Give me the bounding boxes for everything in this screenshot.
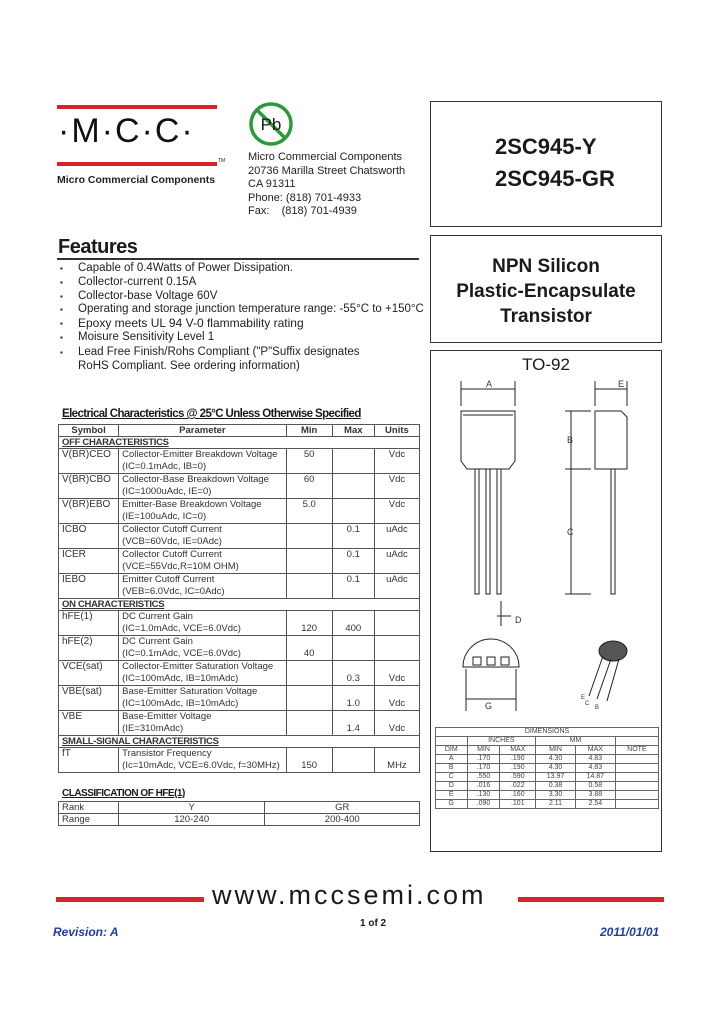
unit-cell: Vdc (374, 661, 419, 686)
unit-cell: Vdc (374, 686, 419, 711)
section-on (59, 611, 420, 736)
dim-head (615, 737, 658, 746)
table-row (436, 782, 659, 791)
dim-cell (615, 755, 658, 764)
unit-cell: Vdc (374, 711, 419, 736)
min-cell (286, 524, 332, 549)
param-cond: (IC=100mAdc, IB=10mAdc) (122, 673, 239, 684)
pb-free-icon (247, 100, 295, 148)
feature-item: ▪ Capable of 0.4Watts of Power Dissipation. (58, 262, 428, 276)
rank-y: Y (118, 802, 265, 814)
param-name: Base-Emitter Voltage (122, 711, 212, 722)
dim-cell (615, 764, 658, 773)
max-cell: 400 (332, 611, 374, 636)
col-header: Parameter (119, 425, 286, 437)
param-cell (119, 524, 286, 549)
param-cond: (Ic=10mAdc, VCE=6.0Vdc, f=30MHz) (122, 760, 280, 771)
range-gr: 200-400 (265, 814, 420, 826)
dim-head: MM (536, 737, 616, 746)
table-row (59, 711, 420, 736)
table-row (59, 748, 420, 773)
pb-label: Pb (260, 115, 282, 134)
dim-cell: .550 (467, 773, 500, 782)
max-cell (332, 636, 374, 661)
table-row (436, 728, 659, 737)
max-cell: 0.1 (332, 549, 374, 574)
param-name: Collector-Emitter Saturation Voltage (122, 661, 274, 672)
classification-table (58, 801, 420, 826)
param-cell (119, 499, 286, 524)
param-cell (119, 661, 286, 686)
package-box (430, 350, 662, 852)
param-cond: (VEB=6.0Vdc, IC=0Adc) (122, 586, 225, 597)
dim-label-b: B (567, 435, 574, 445)
feature-item: ▪ Operating and storage junction temperature range: -55°C to +150°C (58, 303, 428, 317)
table-row (436, 746, 659, 755)
table-header-row (59, 425, 420, 437)
feature-item: ▪ Epoxy meets UL 94 V-0 flammability rating (58, 317, 428, 331)
dim-label-c: C (567, 527, 574, 537)
dim-cell: 4.83 (575, 755, 615, 764)
unit-cell (374, 611, 419, 636)
footer-bar-right (518, 897, 664, 902)
unit-cell: uAdc (374, 524, 419, 549)
dim-cell: 3.30 (536, 791, 576, 800)
unit-cell: uAdc (374, 574, 419, 599)
table-row (436, 764, 659, 773)
description-line: Plastic-Encapsulate (456, 281, 636, 302)
max-cell (332, 449, 374, 474)
dim-label-e: E (618, 379, 625, 389)
classification-title: CLASSIFICATION OF HFE(1) (62, 788, 185, 799)
dim-label-d: D (515, 615, 522, 625)
logo-tm: TM (218, 158, 226, 164)
symbol-cell: V(BR)CBO (59, 474, 119, 499)
feature-item: RoHS Compliant. See ordering information) (78, 359, 300, 372)
param-cell (119, 574, 286, 599)
min-cell: 5.0 (286, 499, 332, 524)
col-header: Min (286, 425, 332, 437)
dim-cell (615, 800, 658, 809)
dim-head: MIN (536, 746, 576, 755)
description-line: NPN Silicon (492, 256, 600, 277)
table-row (59, 802, 420, 814)
section-row (59, 437, 420, 449)
section-label: SMALL-SIGNAL CHARACTERISTICS (59, 736, 420, 748)
dim-cell: C (436, 773, 468, 782)
table-row (59, 474, 420, 499)
dim-cell: 2.54 (575, 800, 615, 809)
features-underline (57, 258, 419, 260)
param-name: Collector Cutoff Current (122, 524, 222, 535)
dim-cell: 4.30 (536, 764, 576, 773)
param-name: Collector-Emitter Breakdown Voltage (122, 449, 278, 460)
dim-cell: 3.88 (575, 791, 615, 800)
symbol-cell: ICER (59, 549, 119, 574)
section-label: OFF CHARACTERISTICS (59, 437, 420, 449)
feature-item: ▪ Moisure Sensitivity Level 1 (58, 331, 428, 345)
dim-cell: 0.58 (575, 782, 615, 791)
dim-head: NOTE (615, 746, 658, 755)
unit-cell: Vdc (374, 449, 419, 474)
symbol-cell: ICBO (59, 524, 119, 549)
max-cell (332, 499, 374, 524)
col-header: Symbol (59, 425, 119, 437)
dim-label-g: G (485, 701, 493, 711)
min-cell: 40 (286, 636, 332, 661)
param-cond: (IE=310mAdc) (122, 723, 184, 734)
logo-caption: Micro Commercial Components (57, 174, 216, 186)
table-row (436, 755, 659, 764)
param-cell (119, 748, 286, 773)
dim-cell: .170 (467, 755, 500, 764)
param-name: Emitter Cutoff Current (122, 574, 215, 585)
max-cell: 1.4 (332, 711, 374, 736)
part-number: 2SC945-Y (495, 134, 597, 159)
table-row (59, 549, 420, 574)
max-cell (332, 748, 374, 773)
dim-cell: 13.97 (536, 773, 576, 782)
dim-cell: G (436, 800, 468, 809)
symbol-cell: hFE(2) (59, 636, 119, 661)
pin-label-e: E (581, 695, 586, 701)
max-cell: 0.1 (332, 524, 374, 549)
logo-top-bar (57, 105, 217, 109)
min-cell (286, 549, 332, 574)
dim-cell: 14.87 (575, 773, 615, 782)
table-row (436, 800, 659, 809)
dim-title: DIMENSIONS (436, 728, 659, 737)
section-off (59, 449, 420, 599)
description-line: Transistor (500, 306, 592, 327)
part-number-box (430, 101, 662, 227)
footer-bar-left (56, 897, 204, 902)
feature-item: ▪ Collector-current 0.15A (58, 276, 428, 290)
dim-head: MIN (467, 746, 500, 755)
range-label: Range (59, 814, 119, 826)
table-row (436, 791, 659, 800)
revision-date: 2011/01/01 (600, 925, 660, 939)
unit-cell: Vdc (374, 474, 419, 499)
dim-cell: .022 (500, 782, 536, 791)
rank-gr: GR (265, 802, 420, 814)
dim-head: MAX (575, 746, 615, 755)
address-line: 20736 Marilla Street Chatsworth (248, 164, 406, 177)
feature-item: ▪ Lead Free Finish/Rohs Compliant ("P"Suffix designates (58, 346, 428, 360)
dim-cell (615, 782, 658, 791)
fax-line: Fax: (818) 701-4939 (248, 205, 357, 217)
dim-head: MAX (500, 746, 536, 755)
table-row (436, 773, 659, 782)
max-cell: 0.3 (332, 661, 374, 686)
table-row (59, 449, 420, 474)
address-line: CA 91311 (248, 178, 296, 190)
param-cond: (IC=100mAdc, IB=10mAdc) (122, 698, 239, 709)
dim-head: DIM (436, 746, 468, 755)
table-row (59, 574, 420, 599)
symbol-cell: V(BR)EBO (59, 499, 119, 524)
part-number: 2SC945-GR (495, 166, 615, 191)
param-cell (119, 474, 286, 499)
symbol-cell: VCE(sat) (59, 661, 119, 686)
company-address (248, 151, 405, 219)
dim-cell: .590 (500, 773, 536, 782)
description-box (430, 235, 662, 343)
param-cond: (IC=0.1mAdc, IB=0) (122, 461, 207, 472)
symbol-cell: IEBO (59, 574, 119, 599)
dim-cell: .190 (500, 764, 536, 773)
page-number: 1 of 2 (360, 918, 387, 929)
dim-cell (615, 773, 658, 782)
phone-line: Phone: (818) 701-4933 (248, 191, 362, 204)
param-cell (119, 636, 286, 661)
dim-head (436, 737, 468, 746)
min-cell (286, 686, 332, 711)
unit-cell: uAdc (374, 549, 419, 574)
col-header: Max (332, 425, 374, 437)
dim-cell: A (436, 755, 468, 764)
dim-cell: E (436, 791, 468, 800)
features-list (58, 262, 428, 373)
electrical-title: Electrical Characteristics @ 25°C Unless Otherwise Specified (62, 408, 361, 420)
dim-cell: .101 (500, 800, 536, 809)
param-cell (119, 549, 286, 574)
min-cell (286, 574, 332, 599)
dim-cell (615, 791, 658, 800)
param-cell (119, 611, 286, 636)
dim-label-a: A (486, 379, 493, 389)
dimensions-table (435, 727, 659, 809)
section-row (59, 599, 420, 611)
revision-label: Revision: A (53, 925, 119, 939)
dim-cell: 4.83 (575, 764, 615, 773)
table-row (59, 661, 420, 686)
dim-cell: 2.11 (536, 800, 576, 809)
electrical-table (58, 424, 420, 773)
param-cond: (IC=1000uAdc, IE=0) (122, 486, 212, 497)
dim-cell: D (436, 782, 468, 791)
symbol-cell: VBE(sat) (59, 686, 119, 711)
param-cond: (VCE=55Vdc,R=10M OHM) (122, 561, 239, 572)
param-cond: (IC=1.0mAdc, VCE=6.0Vdc) (122, 623, 241, 634)
symbol-cell: VBE (59, 711, 119, 736)
min-cell: 60 (286, 474, 332, 499)
unit-cell: Vdc (374, 499, 419, 524)
max-cell (332, 474, 374, 499)
features-title: Features (58, 236, 138, 258)
company-logo: ·M·C·C· (58, 112, 195, 150)
param-name: Collector-Base Breakdown Voltage (122, 474, 269, 485)
dim-cell: 4.30 (536, 755, 576, 764)
unit-cell: MHz (374, 748, 419, 773)
dim-cell: .130 (467, 791, 500, 800)
param-cond: (VCB=60Vdc, IE=0Adc) (122, 536, 222, 547)
min-cell (286, 711, 332, 736)
param-cond: (IE=100uAdc, IC=0) (122, 511, 207, 522)
section-row (59, 736, 420, 748)
param-cell (119, 686, 286, 711)
param-cond: (IC=0.1mAdc, VCE=6.0Vdc) (122, 648, 241, 659)
logo-bottom-bar (57, 162, 217, 166)
dim-cell: .160 (500, 791, 536, 800)
max-cell: 0.1 (332, 574, 374, 599)
dim-cell: 0.38 (536, 782, 576, 791)
package-name: TO-92 (522, 355, 570, 374)
param-name: DC Current Gain (122, 611, 193, 622)
table-row (59, 524, 420, 549)
symbol-cell: V(BR)CEO (59, 449, 119, 474)
table-row (59, 636, 420, 661)
rank-label: Rank (59, 802, 119, 814)
dim-cell: .170 (467, 764, 500, 773)
min-cell: 50 (286, 449, 332, 474)
table-row (59, 499, 420, 524)
symbol-cell: hFE(1) (59, 611, 119, 636)
table-row (59, 611, 420, 636)
to92-drawing (431, 351, 661, 721)
symbol-cell: fT (59, 748, 119, 773)
dim-cell: .016 (467, 782, 500, 791)
table-row (436, 737, 659, 746)
min-cell: 150 (286, 748, 332, 773)
unit-cell (374, 636, 419, 661)
dim-cell: .190 (500, 755, 536, 764)
section-label: ON CHARACTERISTICS (59, 599, 420, 611)
table-row (59, 814, 420, 826)
param-name: Base-Emitter Saturation Voltage (122, 686, 258, 697)
param-name: Emitter-Base Breakdown Voltage (122, 499, 262, 510)
address-line: Micro Commercial Components (248, 151, 403, 163)
min-cell (286, 661, 332, 686)
min-cell: 120 (286, 611, 332, 636)
range-y: 120-240 (118, 814, 265, 826)
param-name: DC Current Gain (122, 636, 193, 647)
section-small-signal (59, 748, 420, 773)
col-header: Units (374, 425, 419, 437)
pin-label-c: C (585, 701, 590, 707)
dim-cell: B (436, 764, 468, 773)
param-cell (119, 711, 286, 736)
max-cell: 1.0 (332, 686, 374, 711)
dim-head: INCHES (467, 737, 536, 746)
param-cell (119, 449, 286, 474)
param-name: Transistor Frequency (122, 748, 212, 759)
feature-item: ▪ Collector-base Voltage 60V (58, 290, 428, 304)
pin-label-b: B (595, 705, 600, 711)
website-url[interactable]: www.mccsemi.com (212, 880, 487, 910)
param-name: Collector Cutoff Current (122, 549, 222, 560)
table-row (59, 686, 420, 711)
dim-cell: .090 (467, 800, 500, 809)
